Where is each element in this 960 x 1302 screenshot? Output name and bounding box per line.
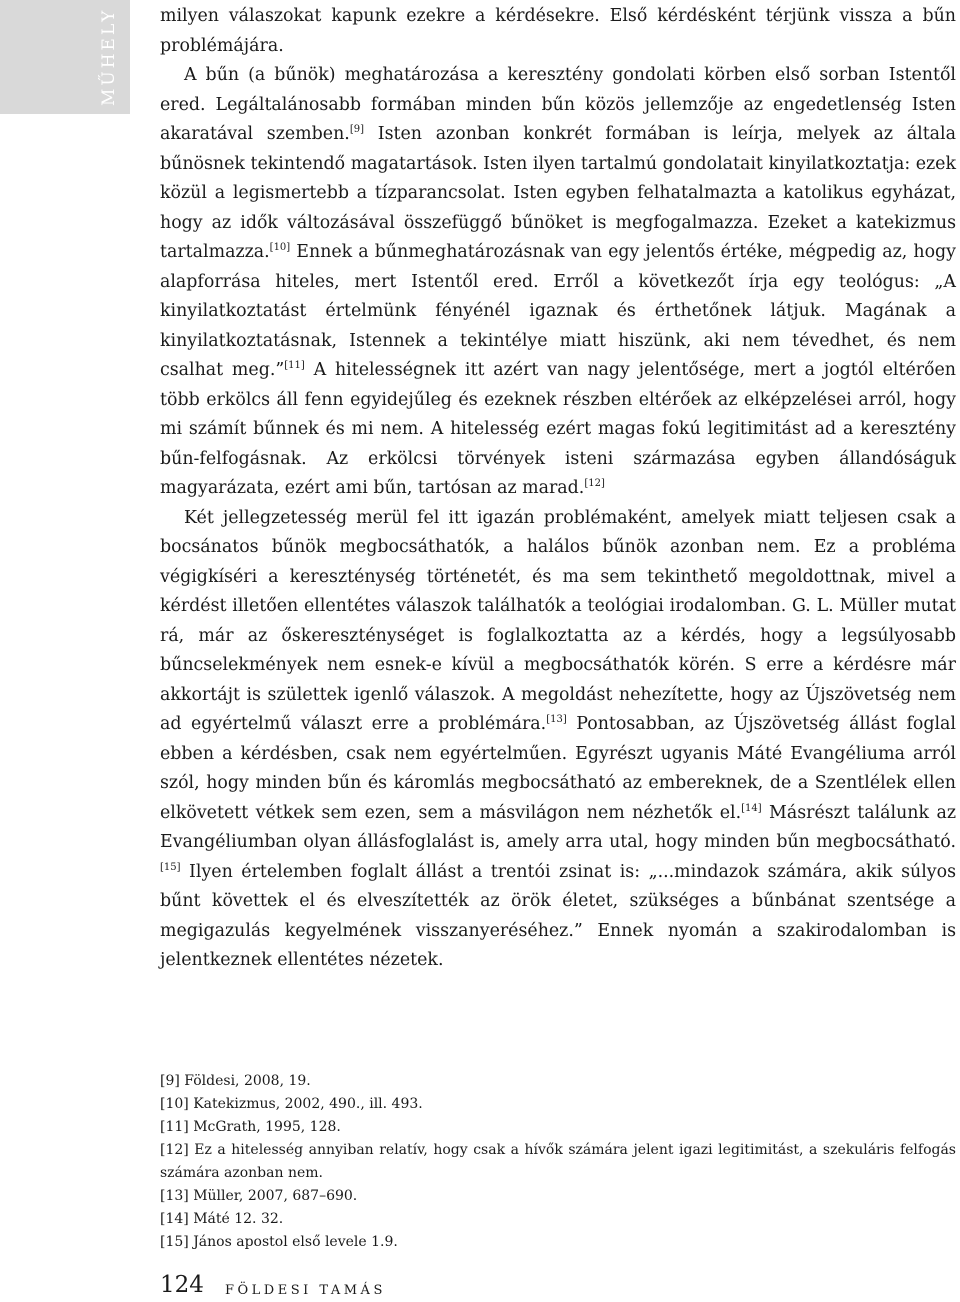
paragraph-2 [160,61,956,504]
text-run: Pontosabban, az Újszövetség állást foglal ebben a kérdésben, csak nem egyértelműen. Egyrészt ugyanis Máté Evangéliuma arról szól, hogy minden bűn és káromlás megbocsátható az embereknek, de a Szentlélek ellen elkövetett vétkek sem ezen, sem a másvilágon nem nézhetők el. [160,714,956,823]
footnote-9: [9] Földesi, 2008, 19. [160,1073,311,1089]
footnote-ref[interactable]: [15] [160,861,181,873]
footnote-ref[interactable]: [12] [584,478,605,489]
text-run: Két jellegzetesség merül fel itt igazán problémaként, amelyek miatt teljesen csak a bocsánatos bűnök megbocsáthatók, a halálos bűnök azonban nem. Ez a probléma végigkíséri a kereszténység történetét, és ma sem tekinthető megoldottnak, mivel a kérdést illetően ellentétes válaszok találhatók a teológiai irodalomban. G. L. Müller mutat rá, már az őskereszténységet is foglalkoztatta az a kérdés, hogy a legsúlyosabb bűncselekmények nem esnek-e kívül a megbocsáthatók körén. S erre a kérdésre már akkortájt is születtek igenlő válaszok. A megoldást nehezítette, hogy az Újszövetség nem ad egyértelmű választ erre a problémára. [160,507,956,734]
footnotes [160,1070,956,1254]
author-name: FÖLDESI TAMÁS [225,1283,386,1298]
page-number: 124 [160,1272,204,1298]
footnote-10: [10] Katekizmus, 2002, 490., ill. 493. [160,1096,423,1112]
footnote-ref[interactable]: [9] [349,124,364,135]
footnote-12: [12] Ez a hitelesség annyiban relatív, hogy csak a hívők számára jelent igazi legitimitást, a szekuláris felfogás számára azonban nem. [160,1142,956,1181]
paragraph-1 [160,2,956,61]
text-run: Ennek a bűnmeghatározásnak van egy jelentős értéke, mégpedig az, hogy alapforrása hiteles, mert Istentől ered. Erről a következőt írja egy teológus: „A kinyilatkoztatást értelmünk fényénél igaznak és érthetőnek látjuk. Magának a kinyilatkoztatásnak, Istennek a tekintélye miatt hiszünk, aki nem tévedhet, és nem csalhat meg.” [160,242,956,380]
text-run: A hitelességnek itt azért van nagy jelentősége, mert a jogtól eltérően több erkölcs áll fenn egyidejűleg és ezeknek részben eltérőek az elképzelései arról, hogy mi számít bűnnek és mi nem. A hitelesség ezért magas fokú legitimitást ad a keresztény bűn-felfogásnak. Az erkölcsi törvények isteni származása egyben állandóságuk magyarázata, ezért ami bűn, tartósan az marad. [160,360,957,498]
text-run: A bűn (a bűnök) meghatározása a keresztény gondolati körben első sorban Istentől ered. Legáltalánosabb formában minden bűn közös jellemzője az engedetlenség Isten akaratával szemben. [160,65,956,144]
footnote-ref[interactable]: [13] [546,714,567,725]
footnote-ref[interactable]: [14] [741,802,762,814]
footnote-15: [15] János apostol első levele 1.9. [160,1234,398,1250]
footnote-14: [14] Máté 12. 32. [160,1211,284,1227]
footnote-11: [11] McGrath, 1995, 128. [160,1119,341,1135]
footnote-13: [13] Müller, 2007, 687–690. [160,1188,358,1204]
section-tab-label: MŰHELY [99,7,119,106]
text-run: milyen válaszokat kapunk ezekre a kérdésekre. Első kérdésként térjünk vissza a bűn problémájára. [160,6,956,56]
footnote-ref[interactable]: [10] [269,242,291,253]
paragraph-3 [160,504,956,976]
text-run: Ilyen értelemben foglalt állást a trentói zsinat is: „...mindazok számára, akik súlyos bűnt követtek el és elveszítették az örök életet, szükséges a bűnbánat szentsége a megigazulás kegyelmének visszanyeréséhez.” Ennek nyomán a szakirodalomban is jelentkeznek ellentétes nézetek. [160,861,956,970]
body-text [160,2,956,976]
section-tab [0,0,130,114]
footnote-ref[interactable]: [11] [284,360,305,371]
text-run: Isten azonban konkrét formában is leírja, melyek az általa bűnösnek tekintendő magatartások. Isten ilyen tartalmú gondolatait kinyilatkoztatja: ezek közül a legismertebb a tízparancsolat. Isten egyben felhatalmazta a katolikus egyházat, hogy az idők változásával összefüggő bűnöket is megfogalmazza. Ezeket a katekizmus tartalmazza. [160,124,956,262]
text-run: Másrészt találunk az Evangéliumban olyan állásfoglalást is, amely arra utal, hogy minden bűn megbocsátható. [160,802,956,852]
